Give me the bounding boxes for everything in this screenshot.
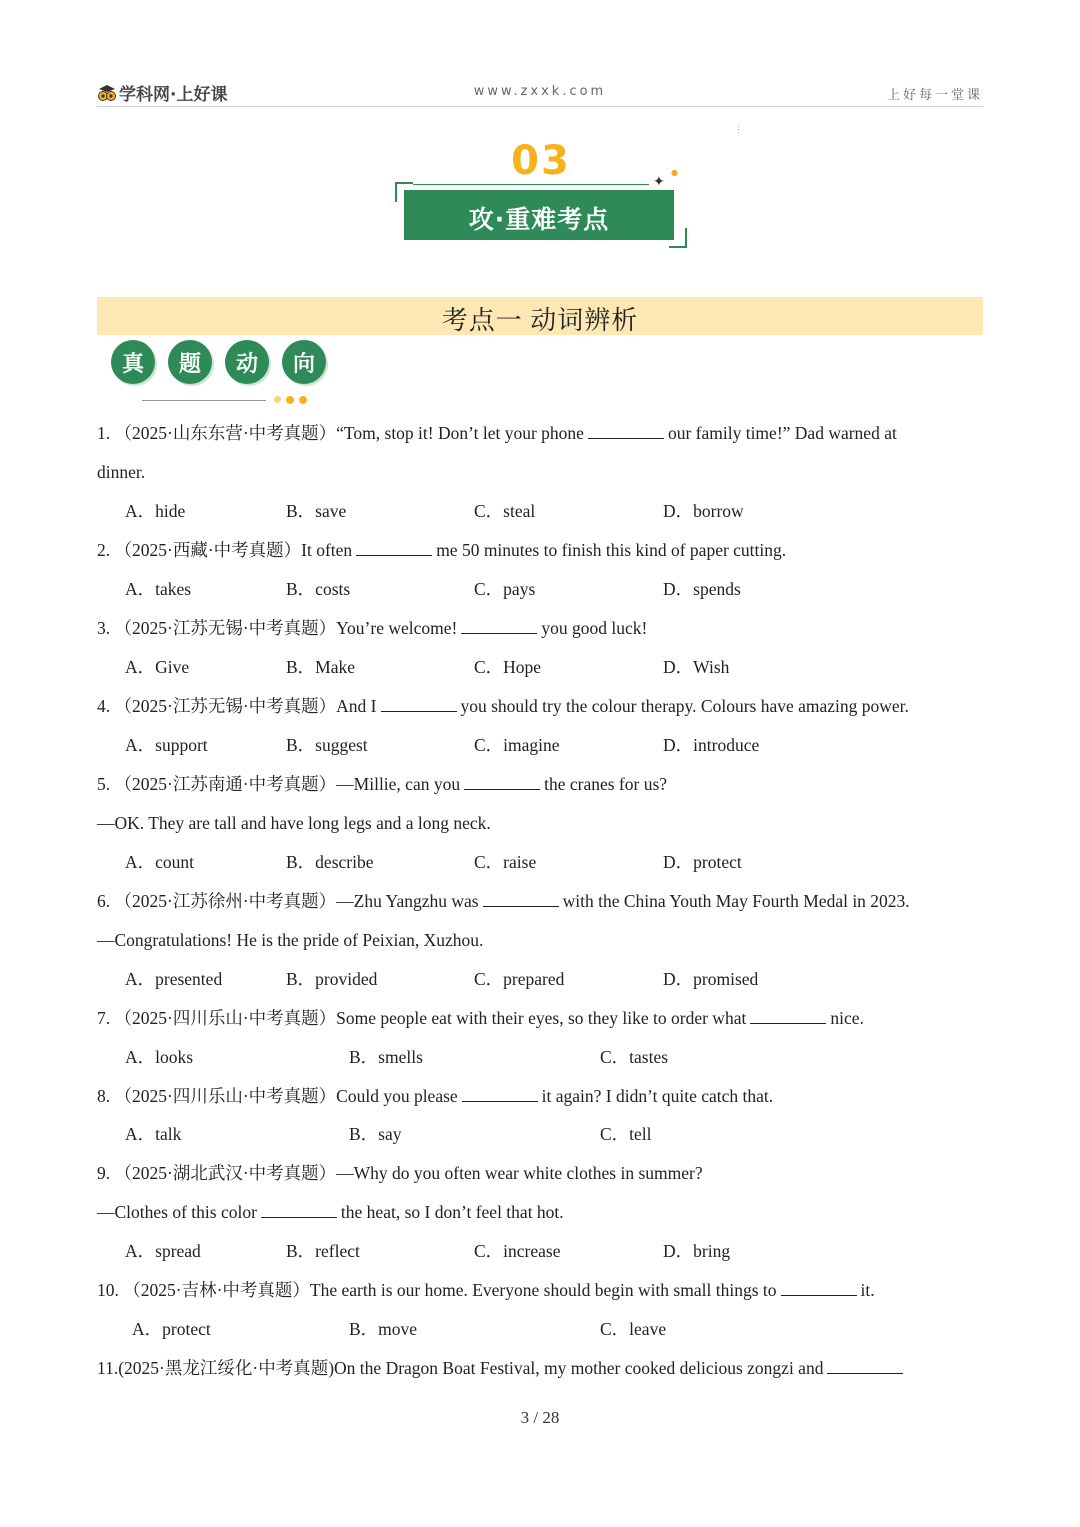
logo-text: 学科网·上好课 xyxy=(119,85,228,105)
options-row xyxy=(125,499,985,523)
question-text: On the Dragon Boat Festival, my mother cooked delicious zongzi and xyxy=(334,1358,824,1378)
question-source: （2025·江苏无锡·中考真题） xyxy=(114,618,337,638)
question-number: 2. xyxy=(97,540,111,560)
banner-title-box xyxy=(404,190,674,240)
question-1 xyxy=(97,421,897,445)
question-text: with the China Youth May Fourth Medal in 2023. xyxy=(562,891,910,911)
question-text: —Millie, can you xyxy=(336,774,461,794)
option-d[interactable]: D．introduce xyxy=(663,735,760,755)
answer-blank[interactable] xyxy=(462,1085,538,1102)
answer-blank[interactable] xyxy=(588,422,664,439)
question-source: （2025·四川乐山·中考真题） xyxy=(114,1008,337,1028)
option-a[interactable]: A．Give xyxy=(125,657,190,677)
question-8 xyxy=(97,1084,773,1108)
question-text: —Why do you often wear white clothes in summer? xyxy=(336,1163,703,1183)
options-row xyxy=(125,655,985,679)
question-source: （2025·四川乐山·中考真题） xyxy=(114,1086,337,1106)
option-c[interactable]: C．increase xyxy=(474,1241,561,1261)
question-source: （2025·吉林·中考真题） xyxy=(123,1280,310,1300)
option-d[interactable]: D．protect xyxy=(663,852,742,872)
dot-icon xyxy=(274,396,281,403)
question-number: 4. xyxy=(97,696,111,716)
question-text: Could you please xyxy=(336,1086,458,1106)
answer-blank[interactable] xyxy=(461,617,537,634)
option-a[interactable]: A．talk xyxy=(125,1124,182,1144)
option-a[interactable]: A．hide xyxy=(125,501,186,521)
option-a[interactable]: A．takes xyxy=(125,579,192,599)
chapter-number: 03 xyxy=(511,138,571,184)
dot-icon xyxy=(299,396,307,404)
question-text: nice. xyxy=(830,1008,864,1028)
chapter-banner xyxy=(395,138,687,250)
question-number: 10. xyxy=(97,1280,119,1300)
sparkle-dot-icon: ● xyxy=(671,168,678,177)
question-number: 6. xyxy=(97,891,111,911)
question-source: （2025·江苏无锡·中考真题） xyxy=(114,696,337,716)
banner-corner-right xyxy=(669,228,687,248)
answer-blank[interactable] xyxy=(261,1201,337,1218)
question-number: 1. xyxy=(97,423,111,443)
question-number: 9. xyxy=(97,1163,111,1183)
question-continuation xyxy=(97,1200,564,1224)
page-number: 3 / 28 xyxy=(520,1408,560,1427)
question-2 xyxy=(97,538,786,562)
option-a[interactable]: A．spread xyxy=(125,1241,201,1261)
badge-zhen: 真 xyxy=(111,340,155,384)
option-c[interactable]: C．prepared xyxy=(474,969,565,989)
options-row xyxy=(125,967,985,991)
option-c[interactable]: C．imagine xyxy=(474,735,560,755)
option-b[interactable]: B．suggest xyxy=(286,735,368,755)
question-text: it again? I didn’t quite catch that. xyxy=(541,1086,774,1106)
option-a[interactable]: A．protect xyxy=(132,1319,211,1339)
question-text: —Zhu Yangzhu was xyxy=(336,891,479,911)
question-text: You’re welcome! xyxy=(336,618,458,638)
question-text: And I xyxy=(336,696,377,716)
option-b[interactable]: B．reflect xyxy=(286,1241,360,1261)
option-c[interactable]: C．leave xyxy=(600,1319,667,1339)
option-b[interactable]: B．costs xyxy=(286,579,351,599)
answer-blank[interactable] xyxy=(781,1279,857,1296)
question-text: the heat, so I don’t feel that hot. xyxy=(340,1202,564,1222)
answer-blank[interactable] xyxy=(483,890,559,907)
question-10 xyxy=(97,1278,875,1302)
option-c[interactable]: C．steal xyxy=(474,501,536,521)
site-slogan: 上好每一堂课 xyxy=(886,88,983,103)
option-d[interactable]: D．spends xyxy=(663,579,741,599)
question-4 xyxy=(97,694,909,718)
question-text: it. xyxy=(860,1280,875,1300)
question-number: 5. xyxy=(97,774,111,794)
answer-blank[interactable] xyxy=(750,1007,826,1024)
question-source: （2025·湖北武汉·中考真题） xyxy=(114,1163,337,1183)
badge-xiang: 向 xyxy=(282,340,326,384)
banner-frame-line xyxy=(413,184,649,185)
answer-blank[interactable] xyxy=(356,539,432,556)
question-text: me 50 minutes to finish this kind of paper cutting. xyxy=(436,540,787,560)
option-b[interactable]: B．move xyxy=(349,1319,418,1339)
option-a[interactable]: A．looks xyxy=(125,1047,194,1067)
question-source: （2025·西藏·中考真题） xyxy=(114,540,302,560)
chapter-title: 攻·重难考点 xyxy=(468,205,610,234)
question-number: 8. xyxy=(97,1086,111,1106)
section-title: 考点一 动词辨析 xyxy=(441,306,639,335)
question-number: 7. xyxy=(97,1008,111,1028)
sparkle-icon: ✦ xyxy=(653,174,665,190)
options-row xyxy=(125,1045,985,1069)
question-text: our family time!” Dad warned at xyxy=(667,423,897,443)
dot-icon xyxy=(286,396,294,404)
question-3 xyxy=(97,616,647,640)
page-header xyxy=(97,78,983,107)
question-source: （2025·江苏徐州·中考真题） xyxy=(114,891,337,911)
question-source: （2025·江苏南通·中考真题） xyxy=(114,774,337,794)
option-c[interactable]: C．raise xyxy=(474,852,537,872)
option-c[interactable]: C．pays xyxy=(474,579,536,599)
options-row xyxy=(125,577,985,601)
question-6 xyxy=(97,889,910,913)
question-text: the cranes for us? xyxy=(544,774,668,794)
scan-mark: ⋮ xyxy=(734,124,743,134)
question-7 xyxy=(97,1006,864,1030)
question-number: 11. xyxy=(97,1358,119,1378)
option-d[interactable]: D．borrow xyxy=(663,501,744,521)
question-9 xyxy=(97,1161,703,1185)
question-continuation: dinner. xyxy=(97,462,146,482)
question-text: “Tom, stop it! Don’t let your phone xyxy=(336,423,584,443)
answer-blank[interactable] xyxy=(464,773,540,790)
options-row xyxy=(125,1239,985,1263)
option-d[interactable]: D．promised xyxy=(663,969,759,989)
option-b[interactable]: B．describe xyxy=(286,852,374,872)
real-exam-badges xyxy=(111,340,326,384)
options-row xyxy=(125,850,985,874)
question-text: It often xyxy=(301,540,353,560)
options-row xyxy=(132,1317,992,1341)
question-text: —Clothes of this color xyxy=(97,1202,257,1222)
option-b[interactable]: B．provided xyxy=(286,969,378,989)
option-c[interactable]: C．tell xyxy=(600,1124,652,1144)
option-d[interactable]: D．bring xyxy=(663,1241,731,1261)
badge-dong: 动 xyxy=(225,340,269,384)
option-b[interactable]: B．smells xyxy=(349,1047,423,1067)
question-text: The earth is our home. Everyone should begin with small things to xyxy=(309,1280,777,1300)
answer-blank[interactable] xyxy=(827,1357,903,1374)
options-row xyxy=(125,733,985,757)
badge-underline xyxy=(142,400,266,401)
options-row xyxy=(125,1122,985,1146)
option-a[interactable]: A．count xyxy=(125,852,195,872)
question-number: 3. xyxy=(97,618,111,638)
question-source: （2025·山东东营·中考真题） xyxy=(114,423,337,443)
option-b[interactable]: B．say xyxy=(349,1124,402,1144)
option-b[interactable]: B．Make xyxy=(286,657,356,677)
answer-blank[interactable] xyxy=(381,695,457,712)
option-c[interactable]: C．Hope xyxy=(474,657,542,677)
site-url[interactable]: www.zxxk.com xyxy=(473,84,607,99)
option-d[interactable]: D．Wish xyxy=(663,657,730,677)
question-5 xyxy=(97,772,667,796)
option-a[interactable]: A．support xyxy=(125,735,208,755)
question-text: Some people eat with their eyes, so they like to order what xyxy=(336,1008,747,1028)
option-a[interactable]: A．presented xyxy=(125,969,223,989)
question-text: you good luck! xyxy=(541,618,648,638)
badge-dots xyxy=(274,396,307,404)
question-continuation: —Congratulations! He is the pride of Peixian, Xuzhou. xyxy=(97,930,484,950)
option-c[interactable]: C．tastes xyxy=(600,1047,669,1067)
question-source: (2025·黑龙江绥化·中考真题) xyxy=(118,1358,335,1378)
question-11 xyxy=(97,1356,907,1380)
section-header xyxy=(97,297,983,335)
question-text: you should try the colour therapy. Colours have amazing power. xyxy=(460,696,909,716)
badge-ti: 题 xyxy=(168,340,212,384)
option-b[interactable]: B．save xyxy=(286,501,347,521)
question-continuation: —OK. They are tall and have long legs and a long neck. xyxy=(97,813,491,833)
